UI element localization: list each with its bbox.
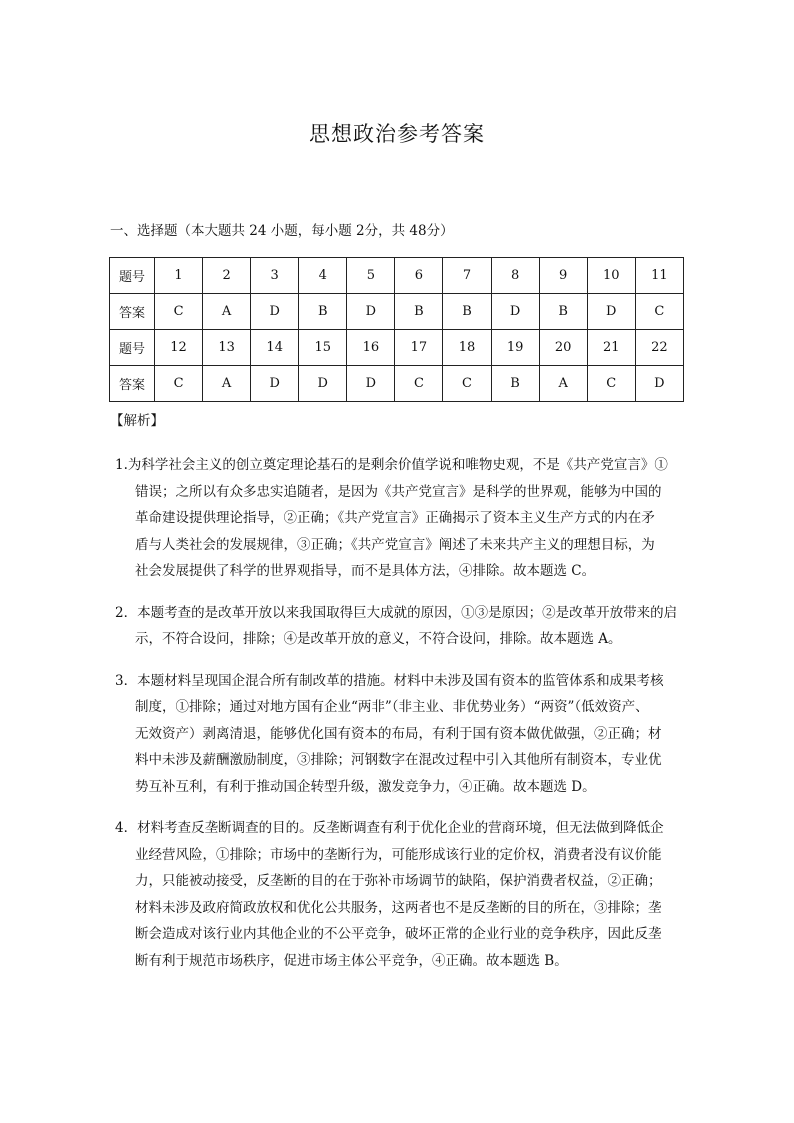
explanation-line: 社会发展提供了科学的世界观指导，而不是具体方法，④排除。故本题选 C。 (135, 563, 596, 579)
explanation-line: 无效资产）剥离清退，能够优化国有资本的布局，有利于国有资本做优做强，②正确；材 (135, 725, 662, 742)
table-cell: C (395, 366, 443, 402)
explanation-item (115, 815, 685, 974)
table-cell: 12 (155, 330, 203, 366)
table-cell: 8 (491, 258, 539, 294)
table-cell: 9 (539, 258, 587, 294)
table-cell: D (299, 366, 347, 402)
table-cell: D (251, 366, 299, 402)
table-cell: C (155, 294, 203, 330)
table-cell: 21 (587, 330, 635, 366)
table-cell: B (539, 294, 587, 330)
table-cell: B (491, 366, 539, 402)
explanation-line: 盾与人类社会的发展规律，③正确；《共产党宣言》阐述了未来共产主义的理想目标，为 (135, 536, 655, 553)
table-cell: D (587, 294, 635, 330)
explanation-line: 1.为科学社会主义的创立奠定理论基石的是剩余价值学说和唯物史观，不是《共产党宣言》① (115, 457, 668, 473)
section-heading: 一、选择题（本大题共 24 小题，每小题 2分，共 48分） (110, 223, 454, 239)
table-cell: D (491, 294, 539, 330)
table-cell: 7 (443, 258, 491, 294)
table-cell: A (203, 366, 251, 402)
table-cell: 11 (635, 258, 683, 294)
table-cell: C (443, 366, 491, 402)
row-label: 题号 (110, 330, 155, 366)
explanation-line: 断会造成对该行业内其他企业的不公平竞争，破坏正常的企业行业的竞争秩序，因此反垄 (135, 926, 662, 942)
explanation-line: 革命建设提供理论指导，②正确；《共产党宣言》正确揭示了资本主义生产方式的内在矛 (135, 510, 655, 526)
explanation-item (115, 668, 685, 801)
table-cell: C (155, 366, 203, 402)
explanation-item (115, 600, 685, 653)
table-cell: 13 (203, 330, 251, 366)
table-cell: B (443, 294, 491, 330)
table-cell: A (539, 366, 587, 402)
explanation-line: 材料未涉及政府简政放权和优化公共服务，这两者也不是反垄断的目的所在，③排除；垄 (135, 899, 662, 916)
explanation-line: 示，不符合设问，排除；④是改革开放的意义，不符合设问，排除。故本题选 A。 (135, 631, 622, 647)
table-cell: B (299, 294, 347, 330)
explanation-line: 势互补互利，有利于推动国企转型升级，激发竞争力，④正确。故本题选 D。 (135, 778, 596, 795)
table-cell: D (251, 294, 299, 330)
table-cell: C (635, 294, 683, 330)
table-cell: 1 (155, 258, 203, 294)
row-label: 答案 (110, 294, 155, 330)
table-cell: B (395, 294, 443, 330)
table-cell: 5 (347, 258, 395, 294)
answer-table (109, 257, 684, 402)
table-cell: 3 (251, 258, 299, 294)
table-cell: 10 (587, 258, 635, 294)
table-cell: D (347, 366, 395, 402)
table-cell: 16 (347, 330, 395, 366)
table-cell: D (347, 294, 395, 330)
table-cell: C (587, 366, 635, 402)
table-row (110, 258, 684, 294)
table-cell: 14 (251, 330, 299, 366)
explanation-line: 料中未涉及薪酬激励制度，③排除；河钢数字在混改过程中引入其他所有制资本，专业优 (135, 752, 662, 768)
table-cell: 2 (203, 258, 251, 294)
table-cell: 17 (395, 330, 443, 366)
table-cell: D (635, 366, 683, 402)
table-row (110, 294, 684, 330)
table-cell: 15 (299, 330, 347, 366)
page-title: 思想政治参考答案 (309, 122, 485, 146)
table-cell: 6 (395, 258, 443, 294)
explanation-line: 力，只能被动接受，反垄断的目的在于弥补市场调节的缺陷，保护消费者权益，②正确； (135, 873, 662, 889)
analysis-label: 【解析】 (110, 413, 164, 429)
table-cell: A (203, 294, 251, 330)
table-cell: 20 (539, 330, 587, 366)
explanation-line: 业经营风险，①排除；市场中的垄断行为，可能形成该行业的定价权，消费者没有议价能 (135, 846, 662, 863)
table-row (110, 366, 684, 402)
table-cell: 22 (635, 330, 683, 366)
explanation-list (115, 452, 685, 989)
explanation-line: 错误；之所以有众多忠实追随者，是因为《共产党宣言》是科学的世界观，能够为中国的 (135, 483, 662, 500)
explanation-line: 制度，①排除；通过对地方国有企业“两非”（非主业、非优势业务）“两资”（低效资产、 (135, 699, 649, 715)
explanation-line: 3．本题材料呈现国企混合所有制改革的措施。材料中未涉及国有资本的监管体系和成果考核 (115, 672, 664, 689)
explanation-line: 断有利于规范市场秩序，促进市场主体公平竞争，④正确。故本题选 B。 (135, 952, 568, 969)
explanation-line: 2．本题考查的是改革开放以来我国取得巨大成就的原因，①③是原因；②是改革开放带来的启 (115, 604, 678, 621)
table-cell: 19 (491, 330, 539, 366)
table-cell: 4 (299, 258, 347, 294)
row-label: 题号 (110, 258, 155, 294)
table-row (110, 330, 684, 366)
table-cell: 18 (443, 330, 491, 366)
explanation-line: 4．材料考查反垄断调查的目的。反垄断调查有利于优化企业的营商环境，但无法做到降低企 (115, 820, 664, 836)
explanation-item (115, 452, 685, 585)
row-label: 答案 (110, 366, 155, 402)
